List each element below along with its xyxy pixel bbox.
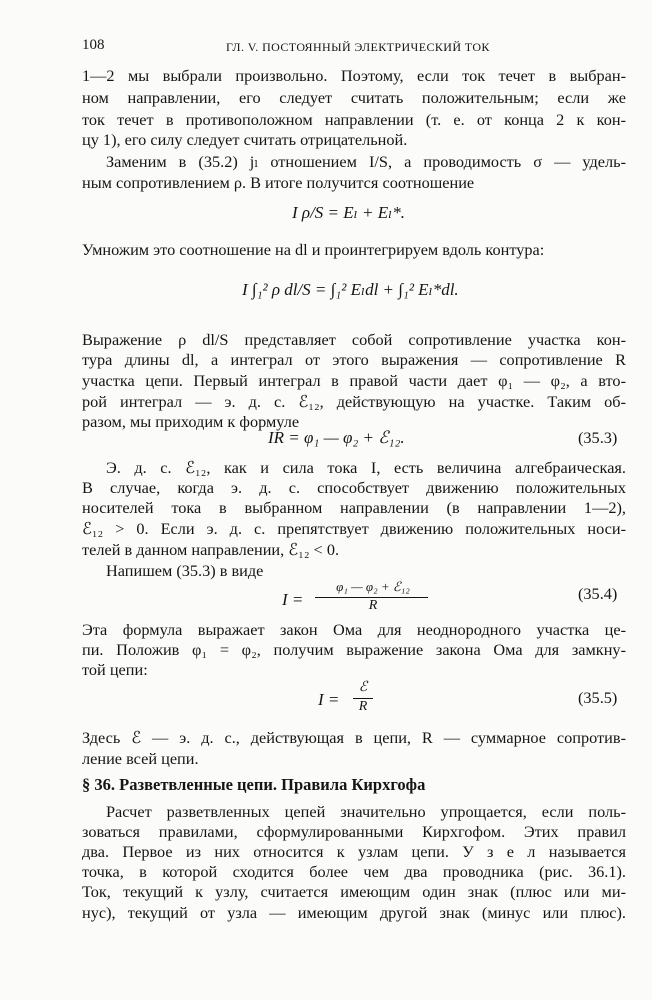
text-line: ℰ₁₂ > 0. Если э. д. с. препятствует движению положительных носи- bbox=[82, 519, 626, 538]
text-line: Выражение ρ dl/S представляет собой сопротивление участка кон- bbox=[82, 330, 626, 349]
running-head: ГЛ. V. ПОСТОЯННЫЙ ЭЛЕКТРИЧЕСКИЙ ТОК bbox=[226, 40, 490, 54]
text-line: цу 1), его силу следует считать отрицательной. bbox=[82, 130, 408, 149]
equation-35-5-numerator: ℰ bbox=[358, 680, 368, 695]
text-line: Здесь ℰ — э. д. с., действующая в цепи, R — суммарное сопротив- bbox=[82, 728, 626, 747]
text-line: тура длины dl, а интеграл от этого выражения — сопротивление R bbox=[82, 350, 626, 369]
equation-35-4-numerator: φ₁ — φ₂ + ℰ₁₂ bbox=[336, 579, 410, 594]
equation-35-5-lhs: I = bbox=[318, 690, 340, 709]
equation-35-5-denominator: R bbox=[358, 699, 368, 714]
text-line: Умножим это соотношение на dl и проинтегрируем вдоль контура: bbox=[82, 240, 545, 259]
text-line: ток течет в противоположном направлении (т. е. от конца 2 к кон- bbox=[82, 110, 626, 129]
text-line: Эта формула выражает закон Ома для неоднородного участка це- bbox=[82, 620, 626, 639]
text-line: 1—2 мы выбрали произвольно. Поэтому, если ток течет в выбран- bbox=[82, 66, 626, 85]
equation-number: (35.4) bbox=[578, 584, 618, 603]
text-line: пи. Положив φ₁ = φ₂, получим выражение закона Ома для замкну- bbox=[82, 640, 626, 659]
text-line: Э. д. с. ℰ₁₂, как и сила тока I, есть величина алгебраическая. bbox=[106, 458, 626, 477]
equation-number: (35.3) bbox=[578, 428, 618, 447]
text-line: носителей тока в выбранном направлении (в направлении 1—2), bbox=[82, 498, 626, 517]
text-line: зоваться правилами, сформулированными Кирхгофом. Этих правил bbox=[82, 822, 626, 841]
equation-35-4-denominator: R bbox=[368, 598, 378, 613]
section-heading: § 36. Разветвленные цепи. Правила Кирхгофа bbox=[82, 775, 426, 794]
formula-1: I ρ/S = Eₗ + Eₗ*. bbox=[292, 203, 406, 222]
text-line: участка цепи. Первый интеграл в правой части дает φ₁ — φ₂, а вто- bbox=[82, 371, 626, 390]
equation-number: (35.5) bbox=[578, 688, 618, 707]
text-line: той цепи: bbox=[82, 660, 148, 679]
equation-35-4-lhs: I = bbox=[282, 590, 304, 609]
page-number: 108 bbox=[82, 37, 105, 53]
equation-35-3: IR = φ₁ — φ₂ + ℰ₁₂. bbox=[268, 428, 405, 447]
text-line: точка, в которой сходится более чем два проводника (рис. 36.1). bbox=[82, 862, 626, 881]
text-line: В случае, когда э. д. с. способствует движению положительных bbox=[82, 478, 626, 497]
formula-2: I ∫₁² ρ dl/S = ∫₁² Eₗdl + ∫₁² Eₗ*dl. bbox=[242, 280, 459, 299]
text-line: Заменим в (35.2) jₗ отношением I/S, а проводимость σ — удель- bbox=[106, 152, 626, 171]
text-line: Расчет разветвленных цепей значительно упрощается, если поль- bbox=[106, 802, 626, 821]
text-line: Напишем (35.3) в виде bbox=[106, 561, 264, 580]
text-line: разом, мы приходим к формуле bbox=[82, 412, 300, 431]
text-line: нус), текущий от узла — имеющим другой знак (минус или плюс). bbox=[82, 903, 626, 922]
text-line: рой интеграл — э. д. с. ℰ₁₂, действующую на участке. Таким об- bbox=[82, 392, 626, 411]
text-line: ном направлении, его следует считать положительным; если же bbox=[82, 88, 626, 107]
text-line: два. Первое из них относится к узлам цепи. У з е л называется bbox=[82, 842, 626, 861]
text-line: ным сопротивлением ρ. В итоге получится соотношение bbox=[82, 173, 475, 192]
text-line: телей в данном направлении, ℰ₁₂ < 0. bbox=[82, 540, 340, 559]
text-line: Ток, текущий к узлу, считается имеющим один знак (плюс или ми- bbox=[82, 882, 626, 901]
text-line: ление всей цепи. bbox=[82, 749, 199, 768]
